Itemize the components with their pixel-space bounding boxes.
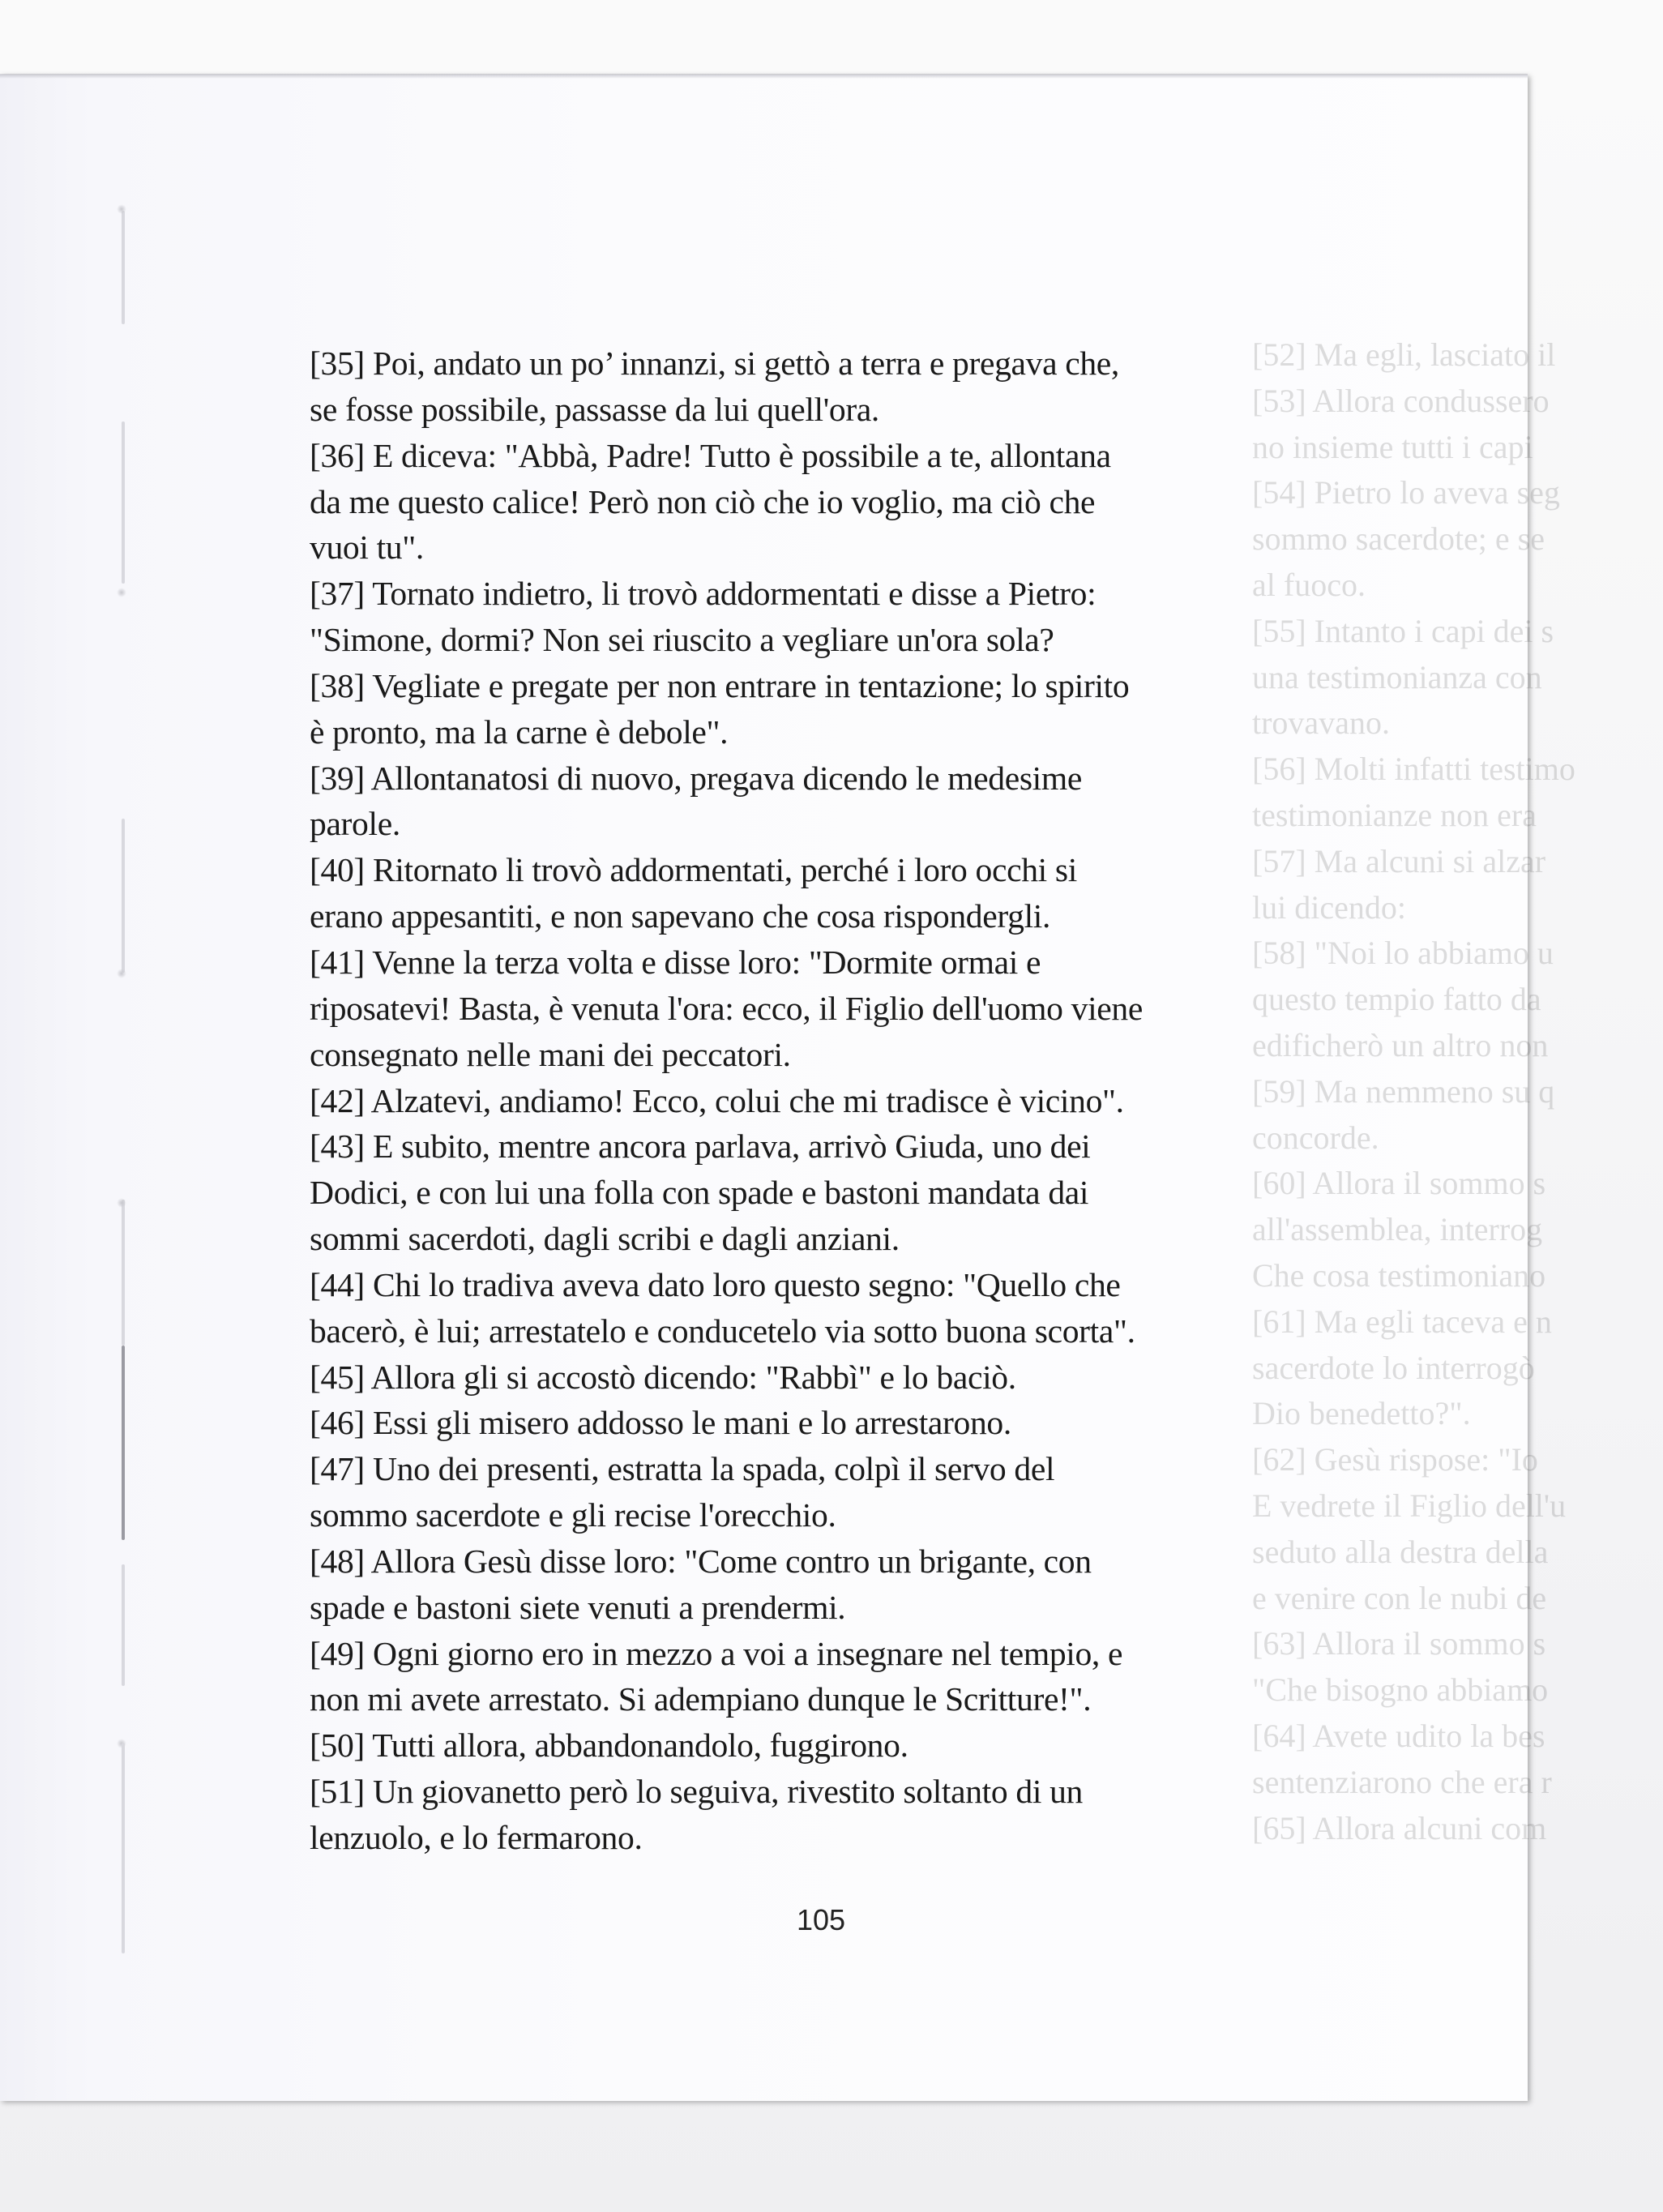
- binding-stitch: [122, 421, 125, 584]
- text-line: erano appesantiti, e non sapevano che cosa rispondergli.: [310, 897, 1051, 935]
- text-line: è pronto, ma la carne è debole".: [310, 712, 729, 751]
- binding-hole: [117, 588, 126, 597]
- text-line: [36] E diceva: "Abbà, Padre! Tutto è possibile a te, allontana: [310, 436, 1111, 474]
- text-line: [42] Alzatevi, andiamo! Ecco, colui che mi tradisce è vicino".: [310, 1081, 1124, 1119]
- binding-hole: [117, 969, 126, 978]
- text-line: sommi sacerdoti, dagli scribi e dagli anziani.: [310, 1220, 900, 1258]
- text-line: [47] Uno dei presenti, estratta la spada, colpì il servo del: [310, 1450, 1055, 1488]
- text-line: [46] Essi gli misero addosso le mani e lo arrestarono.: [310, 1404, 1011, 1442]
- binding-stitch: [122, 1564, 125, 1686]
- text-line: non mi avete arrestato. Si adempiano dunque le Scritture!".: [310, 1680, 1092, 1718]
- text-line: [35] Poi, andato un po’ innanzi, si gettò a terra e pregava che,: [310, 344, 1119, 382]
- binding-stitch: [122, 1346, 125, 1540]
- text-line: [50] Tutti allora, abbandonandolo, fuggirono.: [310, 1726, 908, 1765]
- body-text: [310, 340, 1306, 1861]
- binding-hole: [117, 1198, 126, 1208]
- text-line: [40] Ritornato li trovò addormentati, perché i loro occhi si: [310, 851, 1077, 889]
- text-line: [48] Allora Gesù disse loro: "Come contro un brigante, con: [310, 1542, 1092, 1580]
- text-line: [41] Venne la terza volta e disse loro: "Dormite ormai e: [310, 943, 1041, 981]
- text-line: [49] Ogni giorno ero in mezzo a voi a insegnare nel tempio, e: [310, 1634, 1123, 1672]
- text-line: [51] Un giovanetto però lo seguiva, rivestito soltanto di un: [310, 1773, 1083, 1811]
- text-line: [45] Allora gli si accostò dicendo: "Rabbì" e lo baciò.: [310, 1358, 1016, 1396]
- text-line: parole.: [310, 805, 400, 843]
- text-line: [44] Chi lo tradiva aveva dato loro questo segno: "Quello che: [310, 1265, 1121, 1303]
- binding-stitch: [122, 819, 125, 973]
- text-line: spade e bastoni siete venuti a prendermi.: [310, 1588, 846, 1626]
- binding-hole: [117, 204, 126, 214]
- page-number: [0, 1903, 1663, 1937]
- binding-stitch: [122, 211, 125, 324]
- text-line: [38] Vegliate e pregate per non entrare in tentazione; lo spirito: [310, 666, 1130, 704]
- text-line: se fosse possibile, passasse da lui quell'ora.: [310, 390, 879, 428]
- text-line: vuoi tu".: [310, 528, 424, 567]
- text-line: sommo sacerdote e gli recise l'orecchio.: [310, 1496, 836, 1534]
- text-line: consegnato nelle mani dei peccatori.: [310, 1035, 791, 1073]
- text-line: da me questo calice! Però non ciò che io voglio, ma ciò che: [310, 482, 1096, 520]
- text-line: bacerò, è lui; arrestatelo e conducetelo via sotto buona scorta".: [310, 1311, 1135, 1350]
- show-through-text: [52] Ma egli, lasciato il [53] Allora condussero no insieme tutti i capi [54] Pietro lo aveva seg sommo sacerdote; e se al fuoco. [55] Intanto i capi dei s una testimonianza con trovavano. [56] Molti infatti testimo testimonianze non era [57] Ma alcuni si alzar lui dicendo: [58] "Noi lo abbiamo u questo tempio fatto da edificherò un altro non [59] Ma nemmeno su q concorde. [60] Allora il sommo s all'assemblea, interrog Che cosa testimoniano [61] Ma egli taceva e n sacerdote lo interrogò Dio benedetto?". [62] Gesù rispose: "Io E vedrete il Figlio dell'u seduto alla destra della e venire con le nubi de [63] Allora il sommo s "Che bisogno abbiamo [64] Avete udito la bes sentenziarono che era r [65] Allora alcuni com: [1252, 336, 1575, 1846]
- text-line: [37] Tornato indietro, li trovò addormentati e disse a Pietro:: [310, 575, 1097, 613]
- text-line: Dodici, e con lui una folla con spade e bastoni mandata dai: [310, 1174, 1089, 1212]
- page-number-label: 105: [796, 1903, 846, 1936]
- text-line: riposatevi! Basta, è venuta l'ora: ecco, il Figlio dell'uomo viene: [310, 989, 1143, 1027]
- text-line: [39] Allontanatosi di nuovo, pregava dicendo le medesime: [310, 759, 1082, 797]
- text-line: lenzuolo, e lo fermarono.: [310, 1819, 643, 1856]
- text-line: "Simone, dormi? Non sei riuscito a vegliare un'ora sola?: [310, 621, 1054, 659]
- page-top-edge: [0, 75, 1528, 79]
- binding-stitch: [122, 1200, 125, 1346]
- text-line: [43] E subito, mentre ancora parlava, arrivò Giuda, uno dei: [310, 1127, 1091, 1166]
